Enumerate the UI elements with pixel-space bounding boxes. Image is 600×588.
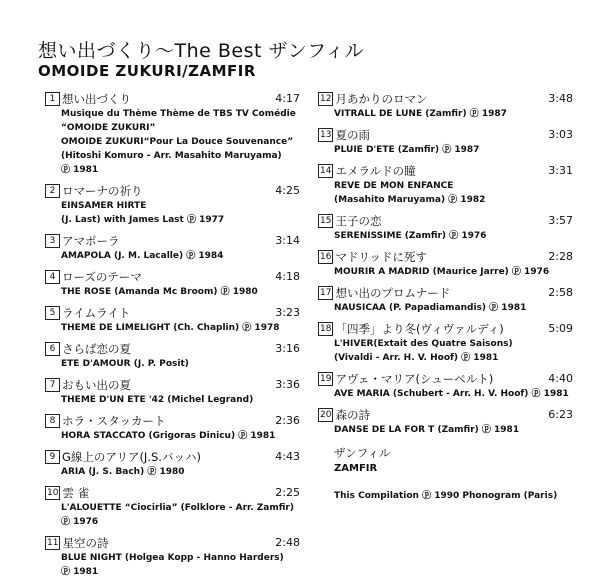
album-title-english: OMOIDE ZUKURI/ZAMFIR [38,62,256,80]
track-duration: 3:14 [275,234,300,247]
track-number: 15 [320,216,332,226]
track-number: 14 [320,166,332,176]
track-duration: 3:03 [548,128,573,141]
track-duration: 2:28 [548,250,573,263]
track-header [45,449,300,465]
track-number: 8 [45,414,60,428]
track-title-japanese: 王子の恋 [335,214,382,228]
track-credit-line: THEME DE LIMELIGHT (Ch. Chaplin) ⓟ 1978 [61,323,280,333]
track-credit-line: THE ROSE (Amanda Mc Broom) ⓟ 1980 [61,287,258,297]
track-number: 12 [320,94,332,104]
track-duration: 2:48 [275,536,300,549]
track-credit-line: (Hitoshi Komuro - Arr. Masahito Maruyama) [61,151,282,161]
track-number: 10 [47,488,59,498]
track-number: 9 [45,450,60,464]
track-header [318,127,573,143]
track-title-japanese: ローズのテーマ [62,270,142,284]
track-title-japanese: マドリッドに死す [335,250,427,264]
track-credit-line: L'ALOUETTE “Ciocirlia” (Folklore - Arr. Zamfir) [61,503,294,513]
track-header [318,407,573,423]
track-title-japanese: ライムライト [62,306,131,320]
track-number: 6 [45,342,60,356]
track-title-japanese: 森の詩 [335,408,370,422]
compilation-credit: This Compilation ⓟ 1990 Phonogram (Paris) [334,491,558,501]
track-item [318,127,573,157]
track-header [45,377,300,393]
track-number: 18 [320,324,332,334]
track-title-japanese: アマポーラ [62,234,120,248]
track-credit-line: SERENISSIME (Zamfir) ⓟ 1976 [334,231,487,241]
track-number: 20 [320,410,332,420]
track-number: 19 [320,374,332,384]
track-item [318,285,573,315]
album-title-japanese: 想い出づくり〜The Best ザンフィル [38,40,365,62]
track-credit-line: (Vivaldi - Arr. H. V. Hoof) ⓟ 1981 [334,353,499,363]
track-credit-line: MOURIR A MADRID (Maurice Jarre) ⓟ 1976 [334,267,550,277]
track-credit-line: (Masahito Maruyama) ⓟ 1982 [334,195,486,205]
track-title-japanese: 「四季」より冬(ヴィヴァルディ) [335,322,504,336]
track-duration: 4:17 [275,92,300,105]
track-credit-line: THEME D'UN ETE '42 (Michel Legrand) [61,395,254,405]
track-item [45,233,300,263]
track-number: 1 [45,92,60,106]
track-duration: 2:25 [275,486,300,499]
track-header [45,341,300,357]
track-credit-line: ETE D'AMOUR (J. P. Posit) [61,359,189,369]
track-number: 3 [45,234,60,248]
track-duration: 4:25 [275,184,300,197]
track-credit-line: OMOIDE ZUKURI“Pour La Douce Souvenance” [61,137,294,147]
track-title-japanese: 月あかりのロマン [335,92,428,106]
track-credit-line: BLUE NIGHT (Holgea Kopp - Hanno Harders) [61,553,284,563]
track-number: 5 [45,306,60,320]
track-credit-line: NAUSICAA (P. Papadiamandis) ⓟ 1981 [334,303,527,313]
track-duration: 4:43 [275,450,300,463]
artist-name-japanese: ザンフィル [334,446,391,460]
track-number: 2 [45,184,60,198]
track-duration: 3:16 [275,342,300,355]
track-credit-line: Musique du Thème Thème de TBS TV Comédie [61,109,296,119]
track-title-japanese: おもい出の夏 [62,378,131,392]
track-credit-line: ⓟ 1976 [61,517,99,527]
track-duration: 5:09 [548,322,573,335]
track-item [318,371,573,401]
track-header [45,413,300,429]
track-duration: 3:48 [548,92,573,105]
track-item [45,535,300,579]
track-credit-line: ARIA (J. S. Bach) ⓟ 1980 [61,467,185,477]
track-title-japanese: アヴェ・マリア(シューベルト) [335,372,494,386]
artist-credit [334,445,573,474]
track-duration: 6:23 [548,408,573,421]
track-credit-line: AVE MARIA (Schubert - Arr. H. V. Hoof) ⓟ 1981 [334,389,569,399]
artist-name-english: ZAMFIR [334,463,378,474]
track-title-japanese: さらば恋の夏 [62,342,131,356]
track-duration: 3:31 [548,164,573,177]
track-number: 13 [320,130,332,140]
track-header [318,213,573,229]
track-title-japanese: 夏の雨 [335,128,370,142]
track-title-japanese: エメラルドの瞳 [335,164,416,178]
track-item [318,163,573,207]
track-duration: 2:36 [275,414,300,427]
track-header [318,285,573,301]
track-item [318,213,573,243]
track-credit-line: ⓟ 1981 [61,165,99,175]
track-header [318,371,573,387]
track-title-japanese: 星空の詩 [62,536,109,550]
track-duration: 4:18 [275,270,300,283]
track-item [45,305,300,335]
track-item [45,485,300,529]
track-credit-line: L'HIVER(Extait des Quatre Saisons) [334,339,513,349]
track-number: 4 [45,270,60,284]
tracklist-right-column [318,91,573,501]
track-credit-line: HORA STACCATO (Grigoras Dinicu) ⓟ 1981 [61,431,276,441]
track-credit-line: VITRALL DE LUNE (Zamfir) ⓟ 1987 [334,109,507,119]
track-title-japanese: 想い出のプロムナード [335,286,451,300]
track-item [318,249,573,279]
track-duration: 4:40 [548,372,573,385]
track-number: 7 [45,378,60,392]
track-credit-line: “OMOIDE ZUKURI” [61,123,156,133]
track-credit-line: (J. Last) with James Last ⓟ 1977 [61,215,225,225]
track-header [45,269,300,285]
track-title-japanese: ホラ・スタッカート [62,414,166,428]
track-duration: 3:57 [548,214,573,227]
track-item [318,407,573,437]
track-duration: 2:58 [548,286,573,299]
track-credit-line: DANSE DE LA FOR T (Zamfir) ⓟ 1981 [334,425,520,435]
track-title-japanese: G線上のアリア(J.S.バッハ) [62,450,201,464]
track-header [45,305,300,321]
track-item [45,413,300,443]
track-header [45,233,300,249]
track-header [318,249,573,265]
track-title-japanese: ロマーナの祈り [62,184,143,198]
track-header [45,183,300,199]
track-header [45,485,300,501]
track-header [318,91,573,107]
track-credit-line: PLUIE D'ETE (Zamfir) ⓟ 1987 [334,145,480,155]
track-title-japanese: 雲 雀 [62,486,90,500]
track-item [45,341,300,371]
track-header [45,91,300,107]
track-item [45,269,300,299]
track-number: 16 [320,252,332,262]
track-title-japanese: 想い出づくり [62,92,131,106]
track-header [318,321,573,337]
track-credit-line: REVE DE MON ENFANCE [334,181,454,191]
track-header [45,535,300,551]
track-credit-line: EINSAMER HIRTE [61,201,147,211]
tracklist-left-column [45,91,300,585]
track-duration: 3:23 [275,306,300,319]
track-credit-line: AMAPOLA (J. M. Lacalle) ⓟ 1984 [61,251,224,261]
track-credit-line: ⓟ 1981 [61,567,99,577]
track-item [45,377,300,407]
track-item [318,91,573,121]
track-item [45,91,300,177]
track-item [318,321,573,365]
track-header [318,163,573,179]
track-item [45,183,300,227]
track-number: 11 [47,538,59,548]
track-duration: 3:36 [275,378,300,391]
track-number: 17 [320,288,332,298]
track-item [45,449,300,479]
